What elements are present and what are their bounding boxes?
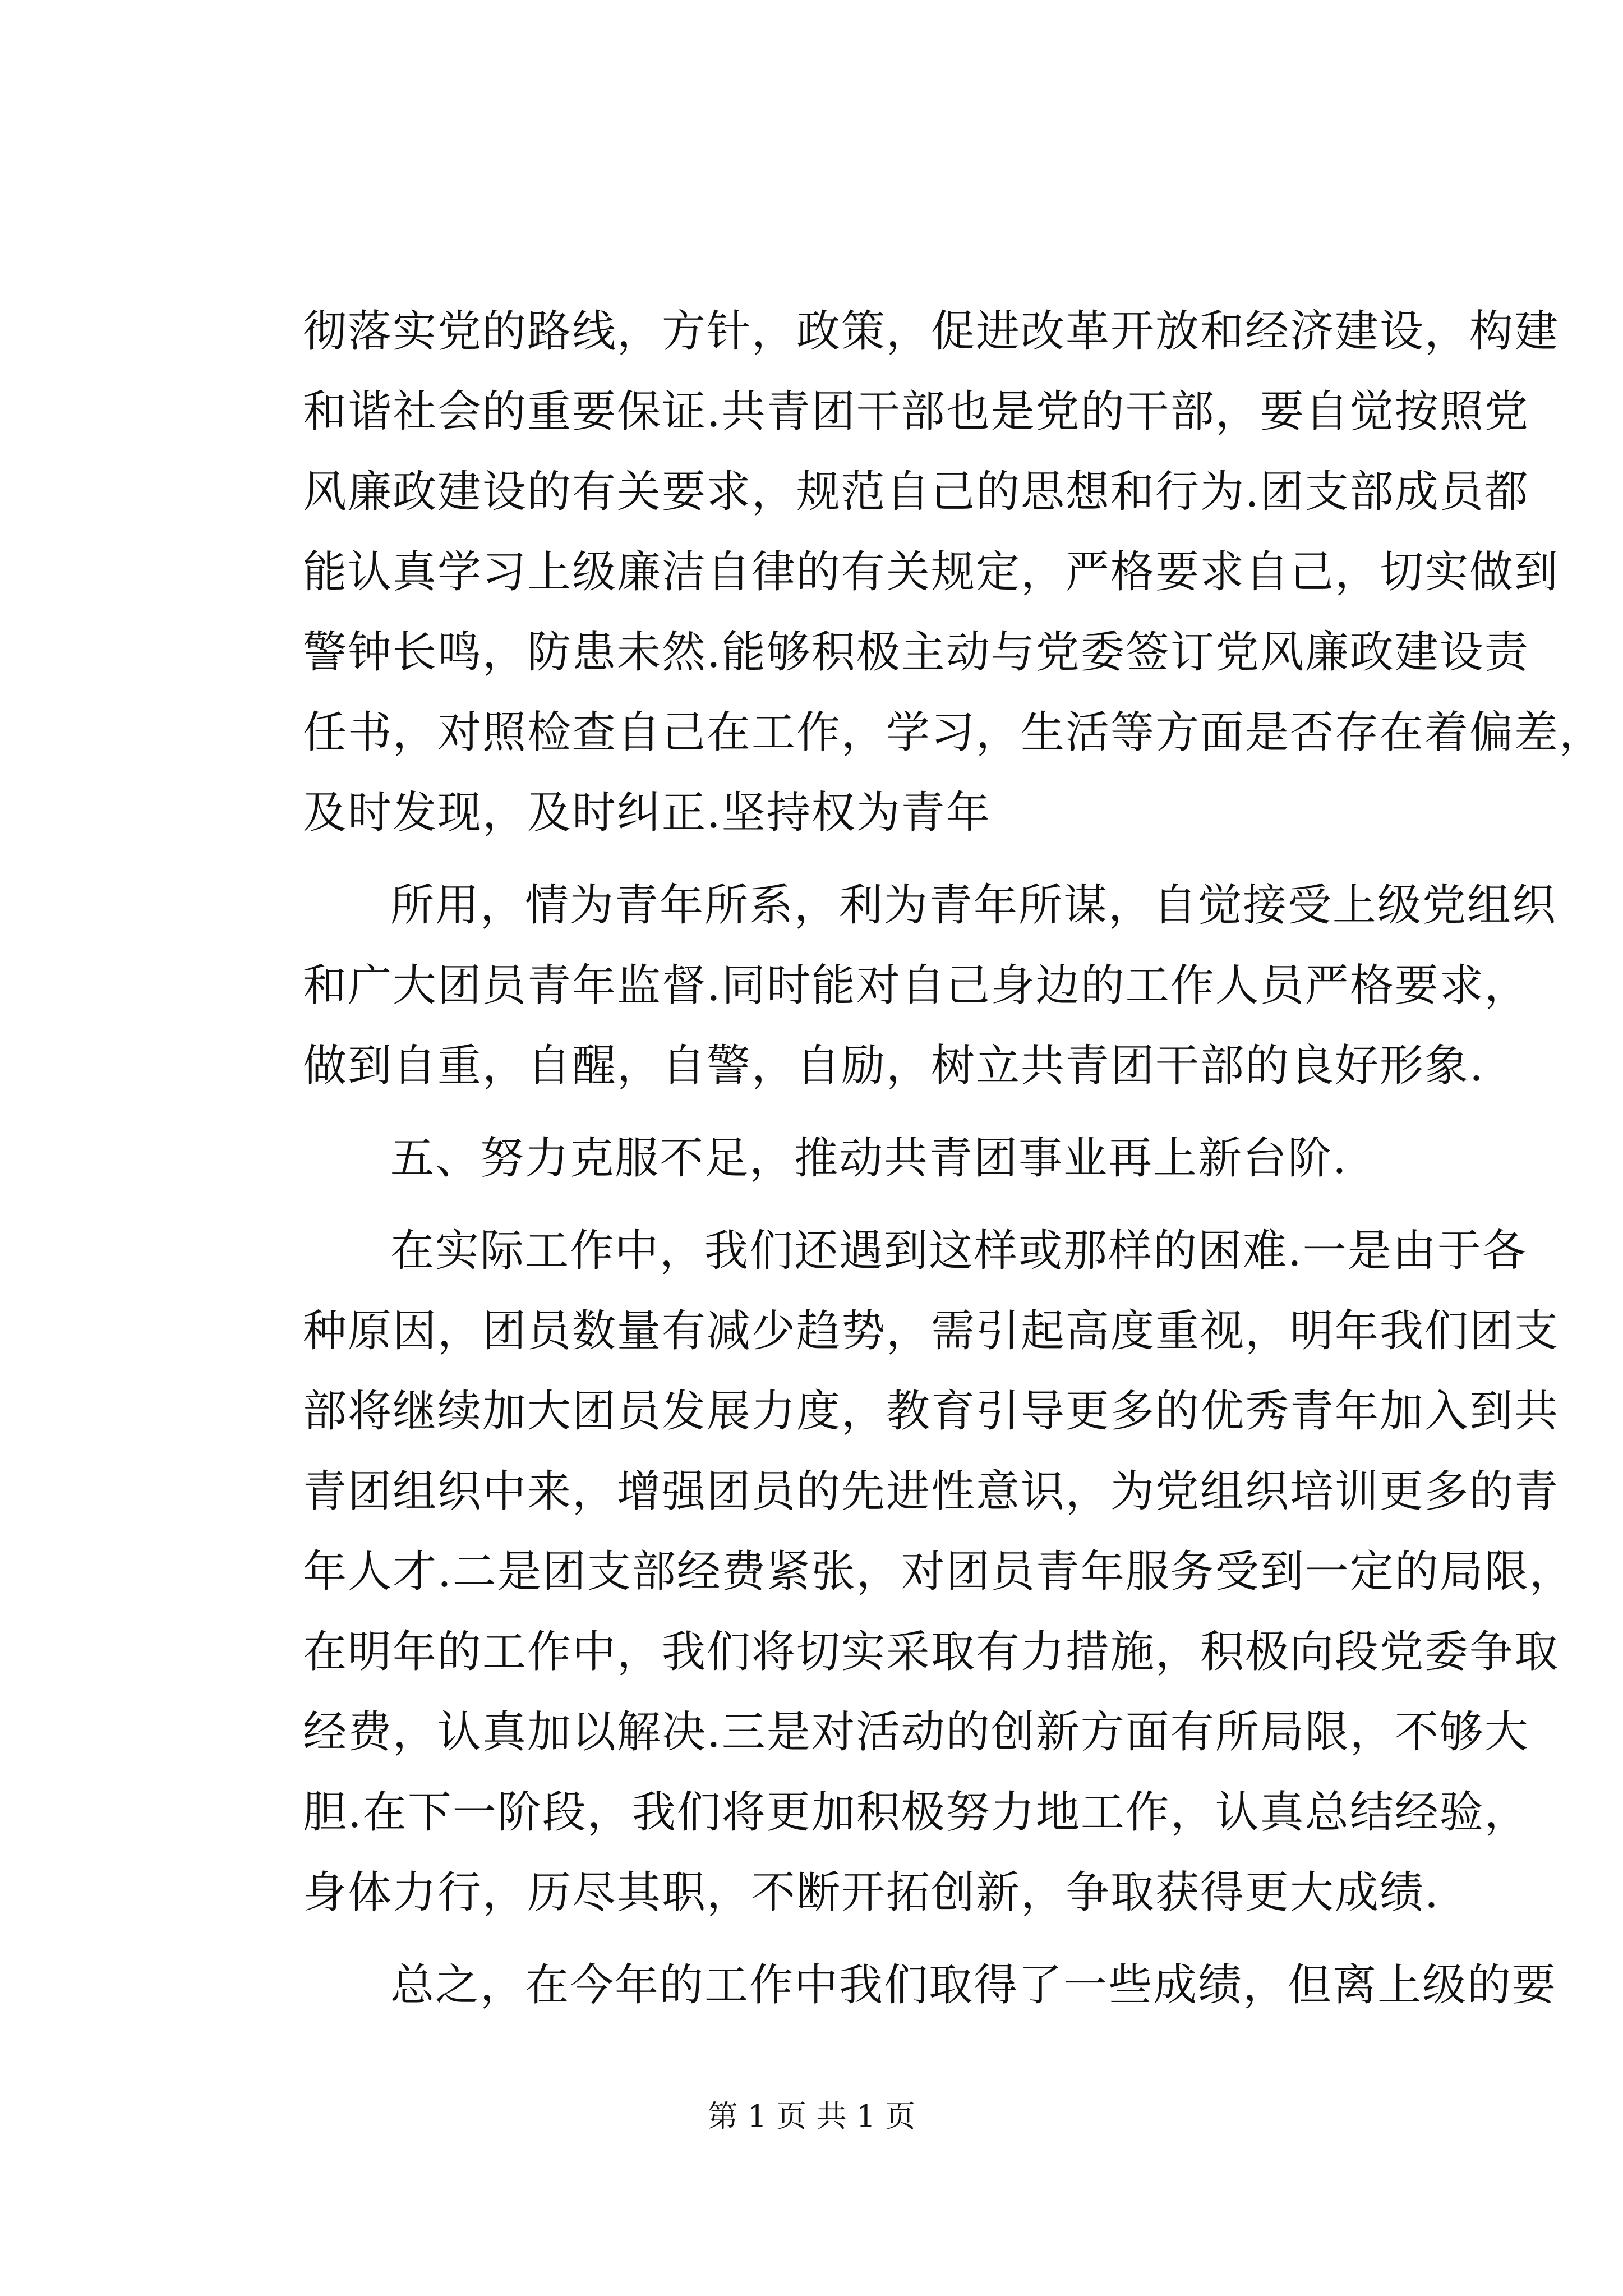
text-line: 任书，对照检查自己在工作，学习，生活等方面是否存在着偏差，	[303, 707, 1604, 758]
text-line: 种原因，团员数量有减少趋势，需引起高度重视，明年我们团支	[303, 1306, 1560, 1356]
text-line: 做到自重，自醒，自警，自励，树立共青团干部的良好形象.	[303, 1041, 1484, 1091]
page-footer: 第 1 页 共 1 页	[707, 2099, 916, 2134]
text-line: 在明年的工作中，我们将切实采取有力措施，积极向段党委争取	[303, 1627, 1560, 1677]
text-line: 总之，在今年的工作中我们取得了一些成绩，但离上级的要	[390, 1960, 1557, 2010]
paragraph	[303, 866, 1557, 1106]
document-body	[303, 292, 1604, 2026]
text-line: 胆.在下一阶段，我们将更加积极努力地工作，认真总结经验，	[303, 1787, 1529, 1838]
text-line: 警钟长鸣，防患未然.能够积极主动与党委签订党风廉政建设责	[303, 627, 1529, 678]
paragraph-gap	[303, 1199, 1433, 1211]
paragraph	[303, 1945, 1557, 2026]
paragraph	[303, 1211, 1574, 1933]
text-line: 所用，情为青年所系，利为青年所谋，自觉接受上级党组织	[390, 880, 1557, 931]
text-line: 和谐社会的重要保证.共青团干部也是党的干部，要自觉按照党	[303, 386, 1529, 437]
text-line: 五、努力克服不足，推动共青团事业再上新台阶.	[390, 1133, 1348, 1184]
paragraph	[303, 292, 1604, 853]
paragraph-gap	[303, 1106, 1433, 1119]
text-line: 能认真学习上级廉洁自律的有关规定，严格要求自己，切实做到	[303, 547, 1560, 597]
text-line: 及时发现，及时纠正.坚持权为青年	[303, 788, 991, 838]
text-line: 经费，认真加以解决.三是对活动的创新方面有所局限，不够大	[303, 1707, 1529, 1757]
text-line: 彻落实党的路线，方针，政策，促进改革开放和经济建设，构建	[303, 306, 1560, 357]
paragraph-gap	[303, 853, 1433, 866]
paragraph-gap	[303, 1933, 1433, 1945]
text-line: 风廉政建设的有关要求，规范自己的思想和行为.团支部成员都	[303, 467, 1529, 517]
text-line: 在实际工作中，我们还遇到这样或那样的困难.一是由于各	[390, 1226, 1527, 1276]
text-line: 年人才.二是团支部经费紧张，对团员青年服务受到一定的局限，	[303, 1547, 1574, 1597]
text-line: 青团组织中来，增强团员的先进性意识，为党组织培训更多的青	[303, 1466, 1560, 1517]
text-line: 和广大团员青年监督.同时能对自己身边的工作人员严格要求，	[303, 960, 1529, 1011]
text-line: 部将继续加大团员发展力度，教育引导更多的优秀青年加入到共	[303, 1386, 1560, 1437]
paragraph	[303, 1119, 1433, 1199]
text-line: 身体力行，历尽其职，不断开拓创新，争取获得更大成绩.	[303, 1867, 1440, 1918]
